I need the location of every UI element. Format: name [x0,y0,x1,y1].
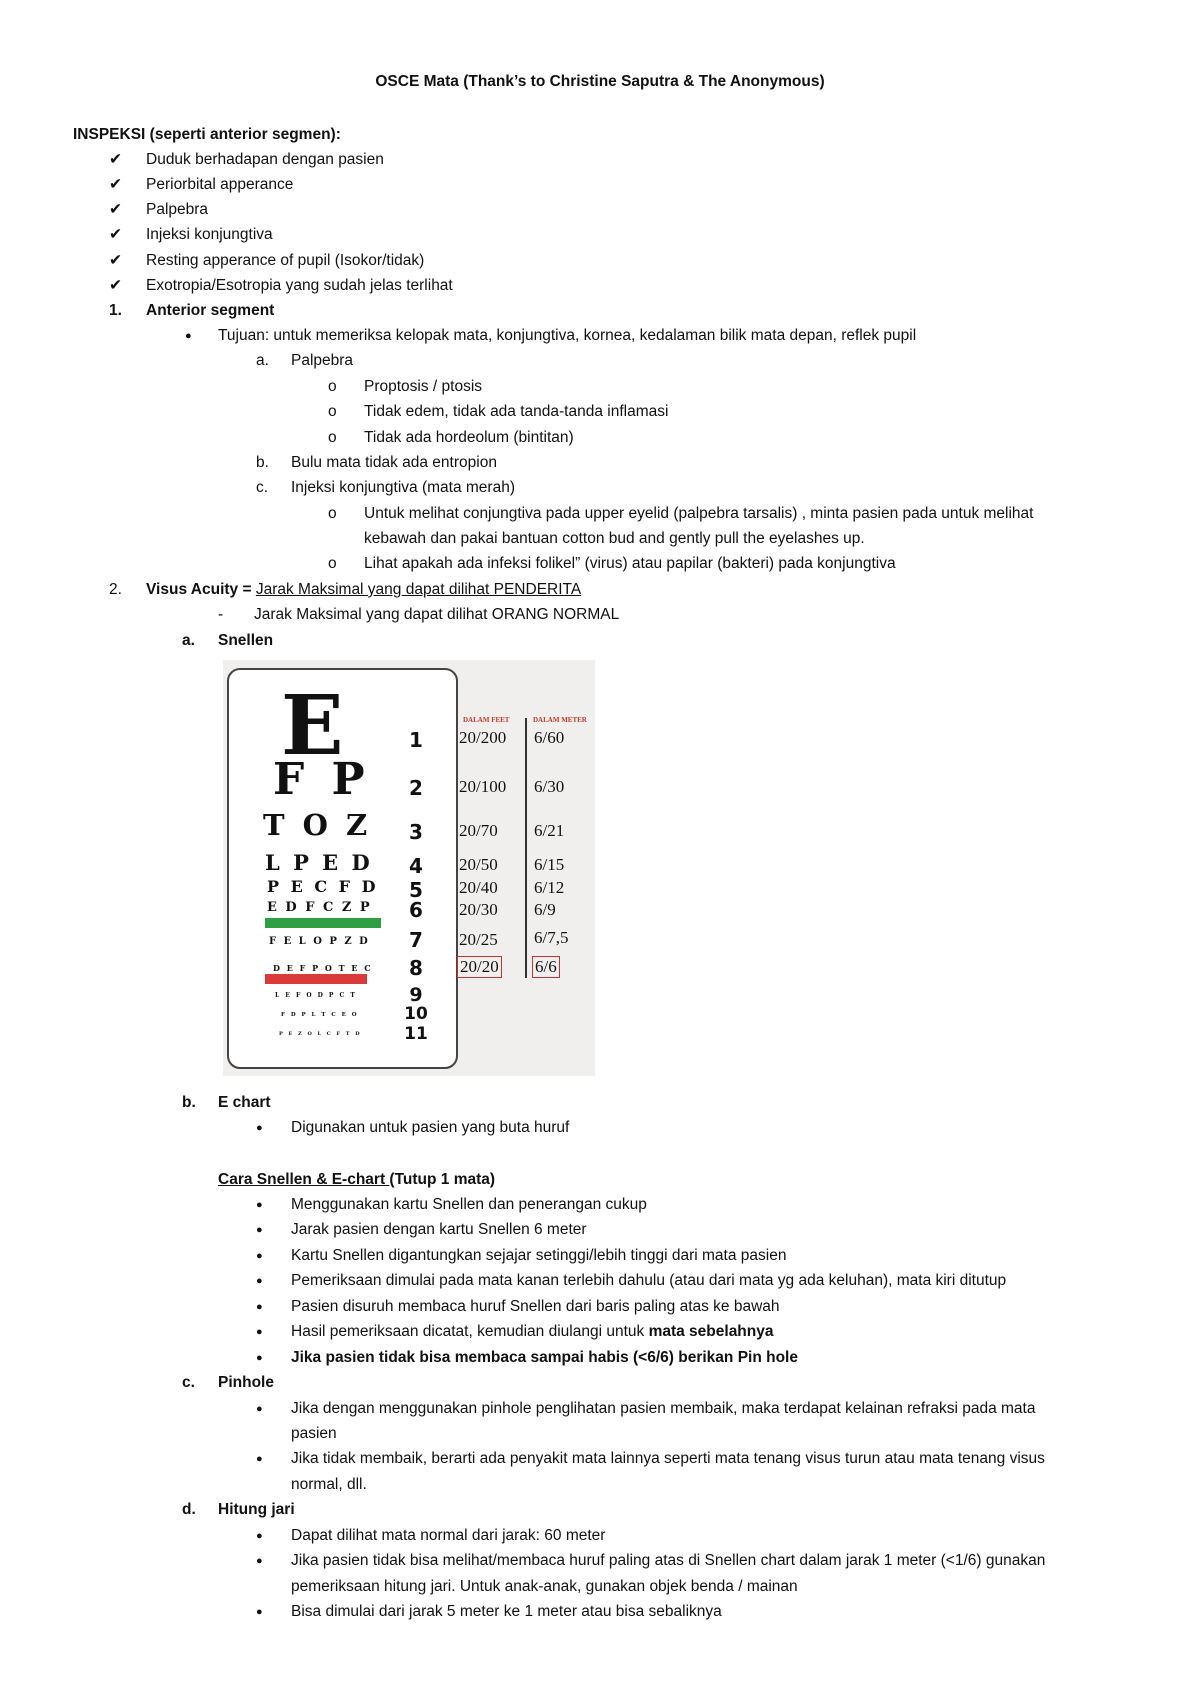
acuity-meter: 6/30 [534,777,565,796]
list-item: Jika pasien tidak bisa membaca sampai habis (<6/6) berikan Pin hole [291,1349,798,1366]
section-number: 2. [109,581,122,598]
check-item: Periorbital apperance [146,176,294,193]
list-item: Dapat dilihat mata normal dari jarak: 60 meter [291,1527,606,1544]
list-item: Digunakan untuk pasien yang buta huruf [291,1119,570,1136]
bullet-icon: ● [256,1122,263,1134]
subheading-palpebra: Palpebra [291,352,354,369]
cara-heading [218,1170,495,1190]
inspeksi-heading: INSPEKSI (seperti anterior segmen): [73,126,341,143]
subheading-echart: E chart [218,1094,271,1111]
chart-letter-row: P E Z O L C F T D [279,1031,362,1037]
acuity-feet-normal: 20/20 [457,956,502,978]
sub-bullet: o [328,555,337,572]
acuity-meter: 6/15 [534,855,565,874]
row-number: 2 [409,776,423,800]
bullet-icon: ● [256,1453,263,1465]
list-marker: b. [182,1094,196,1111]
list-item: Lihat apakah ada infeksi folikel” (virus) atau papilar (bakteri) pada konjungtiva [364,555,896,572]
subheading-hitung-jari: Hitung jari [218,1501,295,1518]
chart-letter-row: P E C F D [267,877,379,896]
check-mark-icon: ✔ [109,151,122,168]
chart-letter-row: D E F P O T E C [273,963,373,973]
row-number: 9 [409,984,423,1006]
acuity-meter: 6/21 [534,821,565,840]
chart-letter-row: F P [273,754,371,805]
acuity-feet: 20/50 [459,855,498,874]
row-number: 5 [409,878,423,902]
feet-header: DALAM FEET [463,716,510,724]
bullet-icon: ● [256,1352,263,1364]
meter-header: DALAM METER [533,716,587,724]
bullet-icon: ● [256,1275,263,1287]
row-number: 3 [409,820,423,844]
row-number: 11 [404,1024,428,1044]
list-marker: a. [256,352,269,369]
acuity-meter: 6/7,5 [534,928,569,947]
check-mark-icon: ✔ [109,226,122,243]
acuity-meter: 6/9 [534,900,556,919]
sub-bullet: o [328,403,337,420]
list-item: Tidak edem, tidak ada tanda-tanda inflamasi [364,403,669,420]
acuity-feet: 20/40 [459,878,498,897]
list-item: Jika dengan menggunakan pinhole penglihatan pasien membaik, maka terdapat kelainan refraksi pada mata [291,1400,1036,1417]
check-item: Exotropia/Esotropia yang sudah jelas terlihat [146,277,453,294]
chart-letter-row: E [281,678,344,774]
list-item: Tidak ada hordeolum (bintitan) [364,429,574,446]
list-marker: b. [256,454,269,471]
row-number: 7 [409,928,423,952]
list-item: Injeksi konjungtiva (mata merah) [291,479,515,496]
list-item: Jarak Maksimal yang dapat dilihat ORANG NORMAL [254,606,620,623]
bullet-icon: ● [256,1326,263,1338]
item-text: Hasil pemeriksaan dicatat, kemudian diulangi untuk [291,1323,649,1340]
snellen-chart-image [223,660,595,1076]
acuity-meter: 6/12 [534,878,565,897]
list-item: Proptosis / ptosis [364,378,483,395]
bullet-icon: ● [256,1606,263,1618]
cara-heading-rest: (Tutup 1 mata) [389,1171,496,1188]
dash-marker: - [218,606,224,623]
bullet-icon: ● [256,1224,263,1236]
visus-heading-underlined: Jarak Maksimal yang dapat dilihat PENDERITA [255,581,582,598]
section-heading-visus [146,580,581,600]
check-item: Injeksi konjungtiva [146,226,273,243]
sub-bullet: o [328,378,337,395]
red-highlight-bar [265,974,367,984]
list-item: Bisa dimulai dari jarak 5 meter ke 1 meter atau bisa sebaliknya [291,1603,722,1620]
item-bold-text: mata sebelahnya [648,1323,774,1340]
bullet-icon: ● [256,1530,263,1542]
page-title: OSCE Mata (Thank’s to Christine Saputra & The Anonymous) [375,73,825,90]
list-marker: c. [182,1374,195,1391]
list-item: Bulu mata tidak ada entropion [291,454,497,471]
bullet-icon: ● [256,1301,263,1313]
section-heading-anterior: Anterior segment [146,302,275,319]
list-item: Untuk melihat conjungtiva pada upper eyelid (palpebra tarsalis) , minta pasien pada untuk melihat [364,505,1034,522]
check-item: Palpebra [146,201,209,218]
chart-letter-row: F D P L T C E O [281,1012,359,1018]
row-number: 10 [404,1004,428,1024]
bullet-icon: ● [256,1555,263,1567]
visus-heading-start: Visus Acuity = [146,581,256,598]
list-item: Kartu Snellen digantungkan sejajar setinggi/lebih tinggi dari mata pasien [291,1247,787,1264]
bullet-icon: ● [256,1250,263,1262]
check-item: Resting apperance of pupil (Isokor/tidak) [146,252,425,269]
list-marker: c. [256,479,269,496]
acuity-feet: 20/70 [459,821,498,840]
check-mark-icon: ✔ [109,252,122,269]
acuity-meter-normal: 6/6 [532,956,560,978]
acuity-feet: 20/200 [459,728,507,747]
section-number: 1. [109,302,122,319]
acuity-feet: 20/100 [459,777,507,796]
list-item: Menggunakan kartu Snellen dan penerangan cukup [291,1196,647,1213]
acuity-feet: 20/25 [459,930,498,949]
sub-bullet: o [328,505,337,522]
row-number: 8 [409,956,423,980]
list-item: Pemeriksaan dimulai pada mata kanan terlebih dahulu (atau dari mata yg ada keluhan), mata kiri ditutup [291,1272,1007,1289]
chart-letter-row: T O Z [263,808,372,842]
list-item: Jarak pasien dengan kartu Snellen 6 meter [291,1221,587,1238]
chart-letter-row: F E L O P Z D [269,936,370,947]
chart-letter-row: L E F O D P C T [275,992,357,999]
list-item-continuation: pasien [291,1425,337,1442]
acuity-feet: 20/30 [459,900,498,919]
row-number: 1 [409,728,423,752]
list-item [291,1322,774,1342]
acuity-meter: 6/60 [534,728,565,747]
list-item: Jika pasien tidak bisa melihat/membaca huruf paling atas di Snellen chart dalam jarak 1 meter (<1/6) gunakan [291,1552,1046,1569]
tujuan-text: Tujuan: untuk memeriksa kelopak mata, konjungtiva, kornea, kedalaman bilik mata depan, reflek pupil [218,327,917,344]
column-divider [525,718,527,978]
row-number: 6 [409,898,423,922]
subheading-snellen: Snellen [218,632,274,649]
subheading-pinhole: Pinhole [218,1374,274,1391]
list-item-continuation: pemeriksaan hitung jari. Untuk anak-anak, gunakan objek benda / mainan [291,1578,798,1595]
list-item: Jika tidak membaik, berarti ada penyakit mata lainnya seperti mata tenang visus turun atau mata tenang visus [291,1450,1045,1467]
list-marker: a. [182,632,195,649]
bullet-icon: ● [185,330,192,342]
row-number: 4 [409,854,423,878]
list-item: Pasien disuruh membaca huruf Snellen dari baris paling atas ke bawah [291,1298,780,1315]
sub-bullet: o [328,429,337,446]
bullet-icon: ● [256,1199,263,1211]
list-item-continuation: kebawah dan pakai bantuan cotton bud and gently pull the eyelashes up. [364,530,865,547]
green-highlight-bar [265,918,381,928]
check-mark-icon: ✔ [109,277,122,294]
check-mark-icon: ✔ [109,201,122,218]
bullet-icon: ● [256,1403,263,1415]
cara-heading-underlined: Cara Snellen & E-chart [218,1171,390,1188]
list-item-continuation: normal, dll. [291,1476,367,1493]
list-marker: d. [182,1501,196,1518]
check-item: Duduk berhadapan dengan pasien [146,151,384,168]
chart-letter-row: L P E D [265,850,373,875]
check-mark-icon: ✔ [109,176,122,193]
chart-letter-row: E D F C Z P [267,900,372,915]
